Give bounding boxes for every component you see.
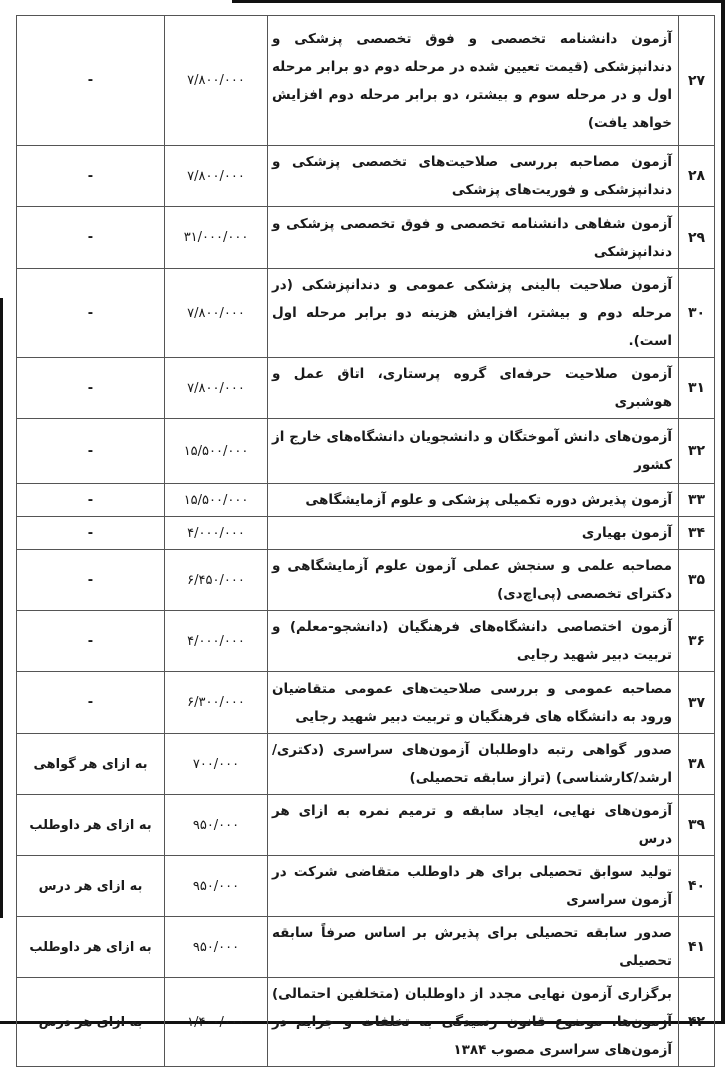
table-row [17, 795, 715, 856]
row-number: ۳۸ [679, 734, 715, 795]
table-row [17, 207, 715, 269]
row-number: ۴۰ [679, 856, 715, 917]
exam-title: مصاحبه عمومی و بررسی صلاحیت‌های عمومی متقاضیان ورود به دانشگاه های فرهنگیان و تربیت دبیر شهید رجایی [268, 672, 679, 734]
exam-title: برگزاری آزمون نهایی مجدد از داوطلبان (متخلفین احتمالی) آزمون‌ها، موضوع قانون رسیدگی به تخلفات و جرایم در آزمون‌های سراسری مصوب ۱۳۸۴ [268, 978, 679, 1067]
fee-amount: ۱/۴۰۰/۰۰۰ [165, 978, 268, 1067]
table-row [17, 16, 715, 146]
exam-title: تولید سوابق تحصیلی برای هر داوطلب متقاضی شرکت در آزمون سراسری [268, 856, 679, 917]
fee-amount: ۱۵/۵۰۰/۰۰۰ [165, 419, 268, 484]
fee-note: - [17, 16, 165, 146]
table-row [17, 484, 715, 517]
fee-note: به ازای هر داوطلب [17, 917, 165, 978]
row-number: ۴۲ [679, 978, 715, 1067]
fee-amount: ۷/۸۰۰/۰۰۰ [165, 16, 268, 146]
exam-title: مصاحبه علمی و سنجش عملی آزمون علوم آزمایشگاهی و دکترای تخصصی (پی‌اچ‌دی) [268, 550, 679, 611]
row-number: ۳۰ [679, 269, 715, 358]
fee-amount: ۹۵۰/۰۰۰ [165, 795, 268, 856]
fee-note: - [17, 517, 165, 550]
row-number: ۴۱ [679, 917, 715, 978]
table-row [17, 269, 715, 358]
scan-edge-top [232, 0, 725, 3]
fee-note: - [17, 207, 165, 269]
table-row [17, 978, 715, 1067]
exam-title: صدور سابقه تحصیلی برای پذیرش بر اساس صرفاً سابقه تحصیلی [268, 917, 679, 978]
exam-title: آزمون شفاهی دانشنامه تخصصی و فوق تخصصی پزشکی و دندانپزشکی [268, 207, 679, 269]
fee-note: - [17, 484, 165, 517]
table-row [17, 856, 715, 917]
fee-amount: ۶/۴۵۰/۰۰۰ [165, 550, 268, 611]
exam-title: آزمون مصاحبه بررسی صلاحیت‌های تخصصی پزشکی و دندانپزشکی و فوریت‌های پزشکی [268, 146, 679, 207]
row-number: ۲۸ [679, 146, 715, 207]
exam-title: آزمون صلاحیت حرفه‌ای گروه پرستاری، اتاق عمل و هوشبری [268, 358, 679, 419]
table-row [17, 672, 715, 734]
fee-note: به ازای هر درس [17, 978, 165, 1067]
fee-amount: ۱۵/۵۰۰/۰۰۰ [165, 484, 268, 517]
fee-note: - [17, 611, 165, 672]
table-row [17, 517, 715, 550]
row-number: ۳۵ [679, 550, 715, 611]
fee-note: - [17, 358, 165, 419]
row-number: ۲۷ [679, 16, 715, 146]
fee-amount: ۴/۰۰۰/۰۰۰ [165, 517, 268, 550]
row-number: ۳۱ [679, 358, 715, 419]
fee-note: به ازای هر داوطلب [17, 795, 165, 856]
fee-amount: ۷/۸۰۰/۰۰۰ [165, 358, 268, 419]
exam-title: آزمون پذیرش دوره تکمیلی پزشکی و علوم آزمایشگاهی [268, 484, 679, 517]
exam-title: آزمون‌های نهایی، ایجاد سابقه و ترمیم نمره به ازای هر درس [268, 795, 679, 856]
exam-title: آزمون دانشنامه تخصصی و فوق تخصصی پزشکی و دندانپزشکی (قیمت تعیین شده در مرحله دوم دو برابر مرحله اول و در مرحله سوم و بیشتر، دو برابر مرحله دوم افزایش خواهد یافت) [268, 16, 679, 146]
fee-note: - [17, 269, 165, 358]
row-number: ۲۹ [679, 207, 715, 269]
fee-note: - [17, 672, 165, 734]
row-number: ۳۶ [679, 611, 715, 672]
table-row [17, 550, 715, 611]
row-number: ۳۲ [679, 419, 715, 484]
fee-note: - [17, 146, 165, 207]
row-number: ۳۹ [679, 795, 715, 856]
table-row [17, 146, 715, 207]
table-row [17, 611, 715, 672]
exam-fees-table-body [17, 16, 715, 1067]
table-row [17, 358, 715, 419]
fee-note: - [17, 419, 165, 484]
scan-edge-left [0, 298, 3, 918]
fee-amount: ۶/۳۰۰/۰۰۰ [165, 672, 268, 734]
row-number: ۳۷ [679, 672, 715, 734]
fee-amount: ۷۰۰/۰۰۰ [165, 734, 268, 795]
table-row [17, 734, 715, 795]
table-row [17, 419, 715, 484]
table-row [17, 917, 715, 978]
fee-amount: ۹۵۰/۰۰۰ [165, 856, 268, 917]
row-number: ۳۴ [679, 517, 715, 550]
exam-title: آزمون صلاحیت بالینی پزشکی عمومی و دندانپزشکی (در مرحله دوم و بیشتر، افزایش هزینه دو برابر مرحله اول است). [268, 269, 679, 358]
fee-note: به ازای هر درس [17, 856, 165, 917]
fee-amount: ۳۱/۰۰۰/۰۰۰ [165, 207, 268, 269]
fee-amount: ۷/۸۰۰/۰۰۰ [165, 146, 268, 207]
fee-note: - [17, 550, 165, 611]
exam-fees-table [16, 15, 715, 1067]
fee-amount: ۴/۰۰۰/۰۰۰ [165, 611, 268, 672]
scan-edge-right [721, 0, 725, 1024]
exam-title: آزمون بهیاری [268, 517, 679, 550]
row-number: ۳۳ [679, 484, 715, 517]
fee-note: به ازای هر گواهی [17, 734, 165, 795]
fee-amount: ۹۵۰/۰۰۰ [165, 917, 268, 978]
exam-title: آزمون‌های دانش آموختگان و دانشجویان دانشگاه‌های خارج از کشور [268, 419, 679, 484]
exam-title: آزمون اختصاصی دانشگاه‌های فرهنگیان (دانشجو-معلم) و تربیت دبیر شهید رجایی [268, 611, 679, 672]
fee-amount: ۷/۸۰۰/۰۰۰ [165, 269, 268, 358]
exam-title: صدور گواهی رتبه داوطلبان آزمون‌های سراسری (دکتری/ارشد/کارشناسی) (تراز سابقه تحصیلی) [268, 734, 679, 795]
